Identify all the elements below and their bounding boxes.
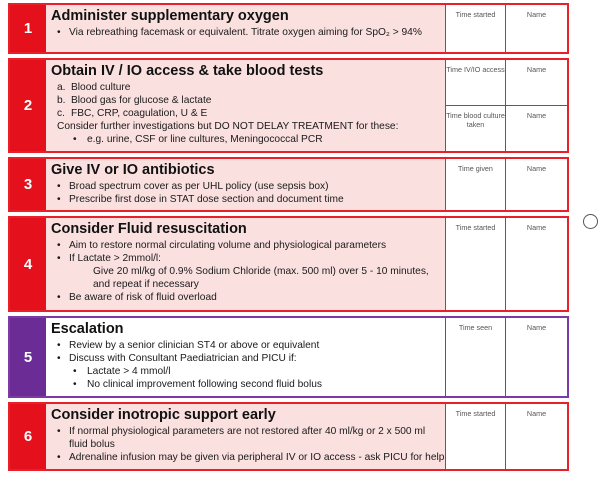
step-detail: Give 20 ml/kg of 0.9% Sodium Chloride (max. 500 ml) over 5 - 10 minutes,: [93, 266, 429, 277]
step-bullet: • Aim to restore normal circulating volume and physiological parameters: [51, 239, 441, 252]
list-text: Blood gas for glucose & lactate: [71, 95, 212, 106]
time-field[interactable]: Time given: [458, 164, 493, 173]
time-field[interactable]: Time started: [455, 223, 496, 232]
step-1: [8, 3, 569, 54]
radio-button[interactable]: [583, 214, 598, 229]
time-field[interactable]: Time started: [455, 10, 496, 19]
list-marker: c.: [57, 108, 65, 119]
step-title: Give IV or IO antibiotics: [51, 162, 215, 178]
time-field[interactable]: Time started: [455, 409, 496, 418]
step-bullet: • Via rebreathing facemask or equivalent. Titrate oxygen aiming for SpO₂ > 94%: [51, 26, 441, 39]
list-text: FBC, CRP, coagulation, U & E: [71, 108, 208, 119]
step-5: [8, 316, 569, 398]
sign-off-columns: [446, 404, 567, 469]
name-field[interactable]: Name: [506, 105, 567, 151]
step-title: Consider inotropic support early: [51, 407, 276, 423]
step-6: [8, 402, 569, 471]
step-number: 1: [10, 5, 46, 52]
step-content: [46, 318, 446, 396]
name-field[interactable]: Name: [526, 10, 547, 19]
step-title: Obtain IV / IO access & take blood tests: [51, 63, 324, 79]
step-sub-bullet: • No clinical improvement following second fluid bolus: [51, 378, 441, 391]
step-bullet: • If Lactate > 2mmol/l:: [51, 252, 441, 265]
time-field[interactable]: Time blood culture taken: [446, 105, 505, 151]
sign-off-columns: [446, 218, 567, 310]
sign-off-columns: [446, 159, 567, 210]
list-marker: a.: [57, 82, 66, 93]
step-number: 6: [10, 404, 46, 469]
step-3: [8, 157, 569, 212]
step-content: [46, 60, 446, 151]
step-content: [46, 404, 446, 469]
step-title: Consider Fluid resuscitation: [51, 221, 247, 237]
sign-off-columns: [446, 5, 567, 52]
step-number: 5: [10, 318, 46, 396]
list-text: Blood culture: [71, 82, 131, 93]
step-number: 2: [10, 60, 46, 151]
list-marker: b.: [57, 95, 66, 106]
step-content: [46, 5, 446, 52]
name-field[interactable]: Name: [526, 65, 547, 74]
step-title: Escalation: [51, 321, 124, 337]
step-content: [46, 218, 446, 310]
step-bullet: • Broad spectrum cover as per UHL policy (use sepsis box): [51, 180, 441, 193]
list-item: [51, 94, 441, 107]
step-bullet: • Review by a senior clinician ST4 or above or equivalent: [51, 339, 441, 352]
step-detail: and repeat if necessary: [93, 279, 199, 290]
step-4: [8, 216, 569, 312]
step-bullet: • Discuss with Consultant Paediatrician and PICU if:: [51, 352, 441, 365]
step-note: Consider further investigations but DO NOT DELAY TREATMENT for these:: [57, 121, 399, 132]
step-number: 4: [10, 218, 46, 310]
step-2: [8, 58, 569, 153]
step-content: [46, 159, 446, 210]
step-sub-bullet: • Lactate > 4 mmol/l: [51, 365, 441, 378]
time-field[interactable]: Time seen: [458, 323, 493, 332]
list-item: [51, 107, 441, 120]
step-bullet: • If normal physiological parameters are not restored after 40 ml/kg or 2 x 500 ml: [51, 425, 441, 438]
step-bullet: • Prescribe first dose in STAT dose section and document time: [51, 193, 441, 206]
time-field[interactable]: Time IV/IO access: [446, 65, 505, 74]
step-title: Administer supplementary oxygen: [51, 8, 289, 24]
name-field[interactable]: Name: [526, 223, 547, 232]
step-bullet-continued: fluid bolus: [69, 439, 115, 450]
sign-off-columns: [446, 60, 567, 151]
step-sub-bullet: • e.g. urine, CSF or line cultures, Meningococcal PCR: [51, 133, 441, 146]
step-bullet: • Adrenaline infusion may be given via peripheral IV or IO access - ask PICU for help: [51, 451, 441, 464]
step-bullet: • Be aware of risk of fluid overload: [51, 291, 441, 304]
name-field[interactable]: Name: [526, 323, 547, 332]
sign-off-columns: [446, 318, 567, 396]
list-item: [51, 81, 441, 94]
step-number: 3: [10, 159, 46, 210]
name-field[interactable]: Name: [526, 164, 547, 173]
name-field[interactable]: Name: [526, 409, 547, 418]
